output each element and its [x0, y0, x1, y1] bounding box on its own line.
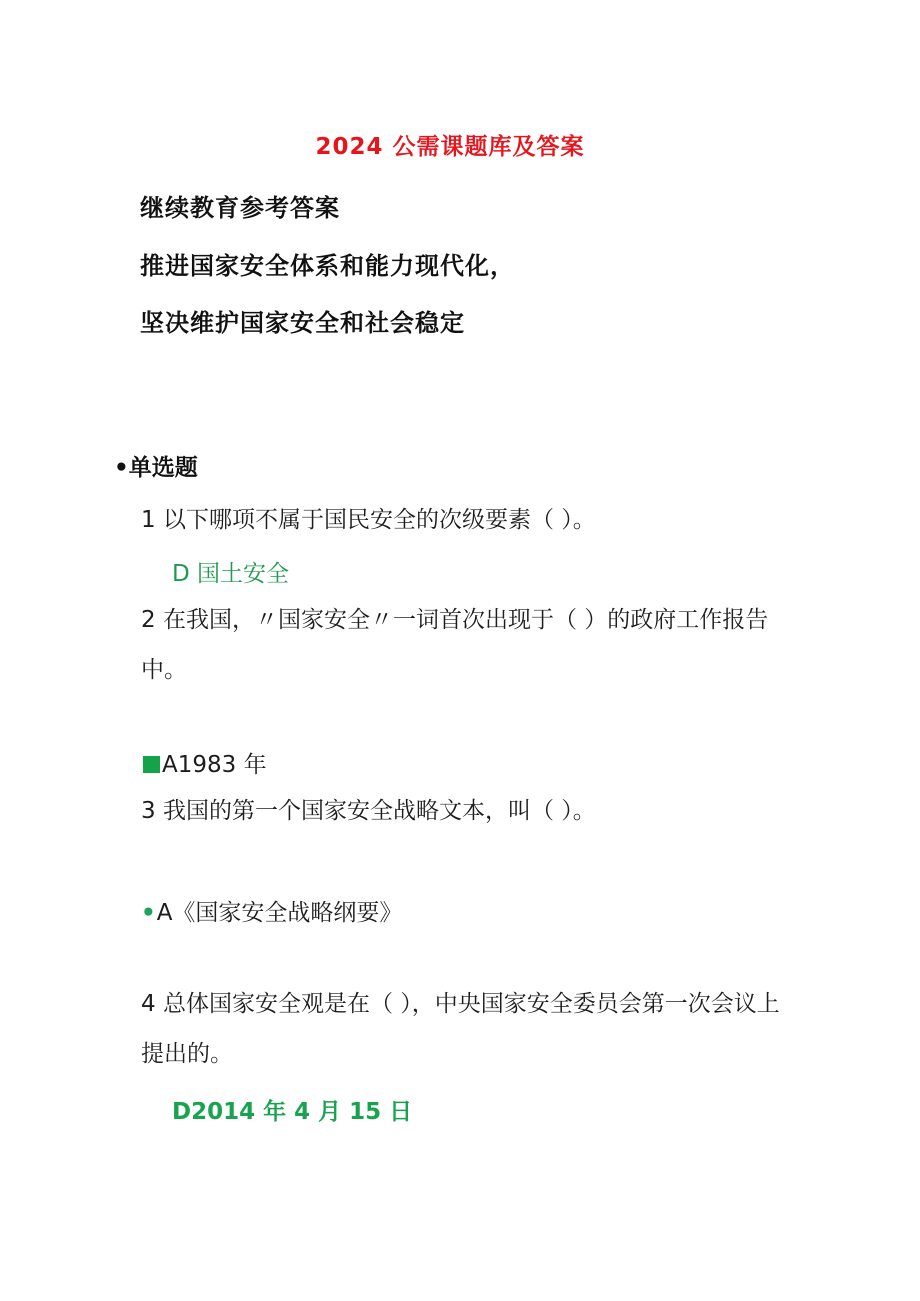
answer-3 [141, 894, 402, 927]
answer-3-text: A《国家安全战略纲要》 [156, 900, 403, 926]
checked-square-icon [143, 756, 160, 773]
question-2: 2 在我国，〃国家安全〃一词首次出现于（ ）的政府工作报告中。 [141, 607, 769, 683]
question-1: 1 以下哪项不属于国民安全的次级要素（ ）。 [141, 507, 596, 533]
bullet-dot-icon: • [141, 900, 156, 926]
subheading-reference-answers: 继续教育参考答案 [140, 194, 340, 222]
answer-1: D 国土安全 [172, 561, 290, 587]
subheading-modernization: 推进国家安全体系和能力现代化， [140, 252, 515, 280]
answer-4: D2014 年 4 月 15 日 [172, 1099, 413, 1125]
subheading-security-stability: 坚决维护国家安全和社会稳定 [140, 309, 465, 337]
section-single-choice: •单选题 [114, 455, 198, 481]
question-4: 4 总体国家安全观是在（ ），中央国家安全委员会第一次会议上提出的。 [141, 991, 780, 1067]
document-title: 2024 公需课题库及答案 [315, 134, 585, 160]
question-3: 3 我国的第一个国家安全战略文本，叫（ ）。 [141, 798, 596, 824]
answer-2-text: A1983 年 [162, 752, 267, 778]
answer-2 [143, 746, 267, 779]
